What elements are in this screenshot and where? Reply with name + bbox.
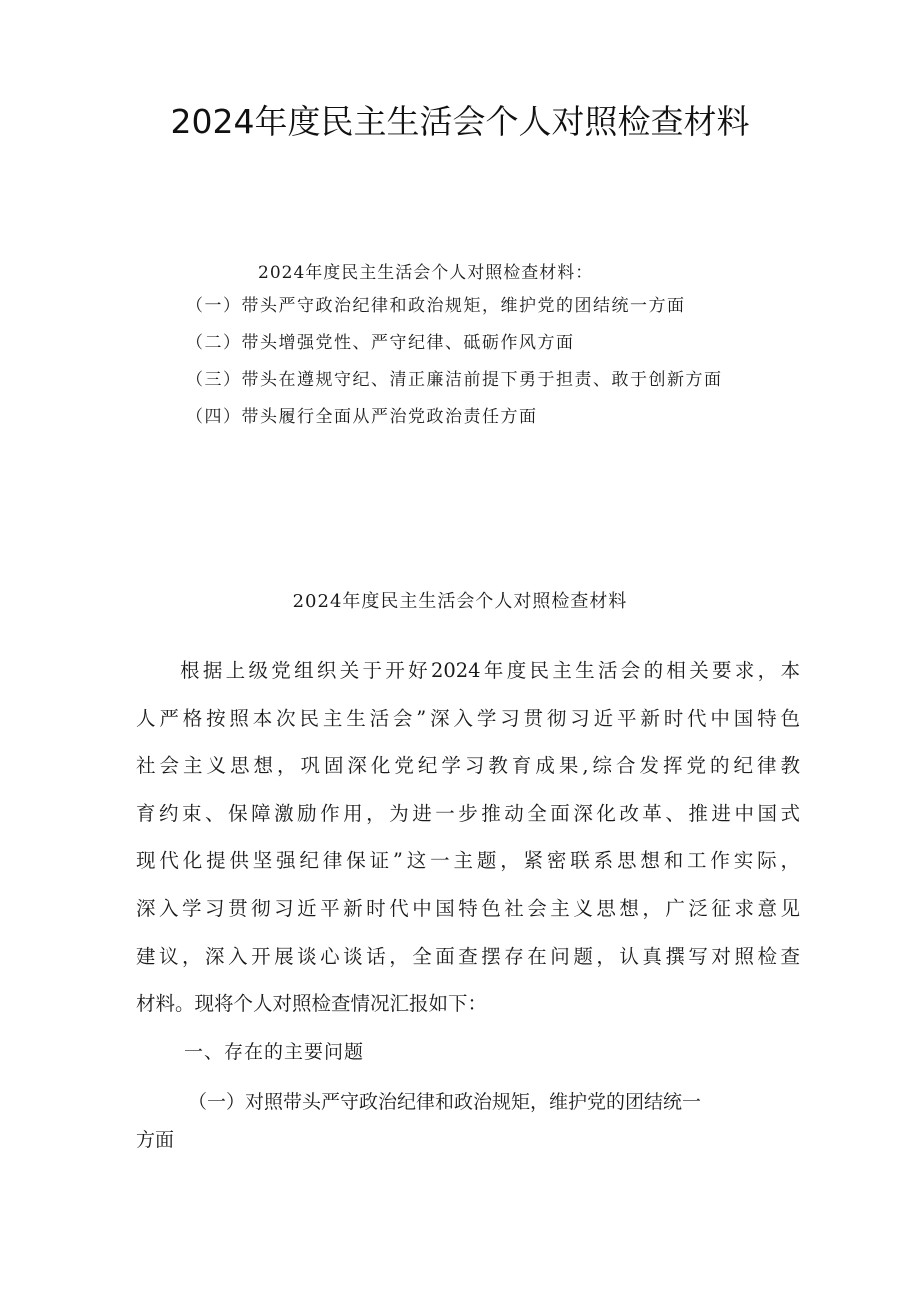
section-heading: 一、存在的主要问题 xyxy=(184,1041,365,1063)
paragraph-line: 材料。现将个人对照检查情况汇报如下： xyxy=(136,992,488,1016)
toc-item-3: （三）带头在遵规守纪、清正廉洁前提下勇于担责、敢于创新方面 xyxy=(186,370,723,390)
sub-heading-line: 方面 xyxy=(136,1129,175,1151)
sub-heading xyxy=(136,1083,800,1159)
paragraph-line: 建议，深入开展谈心谈话，全面查摆存在问题，认真撰写对照检查 xyxy=(136,944,800,968)
paragraph-line: 社会主义思想，巩固深化党纪学习教育成果,综合发挥党的纪律教 xyxy=(136,754,800,778)
toc-item-4: （四）带头履行全面从严治党政治责任方面 xyxy=(186,407,538,427)
paragraph-line: 人严格按照本次民主生活会”深入学习贯彻习近平新时代中国特色 xyxy=(136,706,800,730)
toc-item-2: （二）带头增强党性、严守纪律、砥砺作风方面 xyxy=(186,333,575,353)
paragraph-line: 现代化提供坚强纪律保证”这一主题，紧密联系思想和工作实际， xyxy=(136,849,800,873)
sub-heading-line: （一）对照带头严守政治纪律和政治规矩，维护党的团结统一 xyxy=(188,1091,702,1113)
document-title: 2024年度民主生活会个人对照检查材料 xyxy=(170,102,750,141)
toc-heading: 2024年度民主生活会个人对照检查材料： xyxy=(258,263,594,283)
intro-paragraph xyxy=(136,647,800,1028)
paragraph-line: 根据上级党组织关于开好2024年度民主生活会的相关要求，本 xyxy=(180,659,800,682)
body-heading: 2024年度民主生活会个人对照检查材料 xyxy=(292,591,628,612)
paragraph-line: 育约束、保障激励作用，为进一步推动全面深化改革、推进中国式 xyxy=(136,801,800,825)
table-of-contents xyxy=(186,258,826,436)
toc-item-1: （一）带头严守政治纪律和政治规矩，维护党的团结统一方面 xyxy=(186,296,686,316)
paragraph-line: 深入学习贯彻习近平新时代中国特色社会主义思想，广泛征求意见 xyxy=(136,896,800,920)
